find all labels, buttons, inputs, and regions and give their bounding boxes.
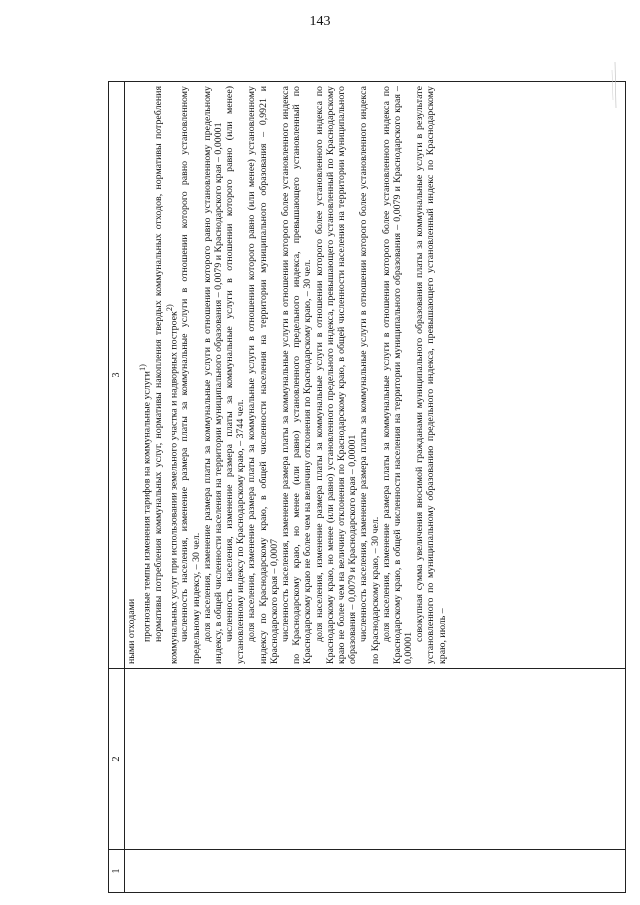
- footnote-mark: 2): [164, 304, 174, 312]
- cell-paragraph: численность населения, изменение размера платы за коммунальные услуги в отношении которого равно установленному предельному индексу, – 30 чел.: [179, 86, 202, 664]
- data-table: [108, 81, 626, 893]
- table-row: [125, 82, 625, 892]
- cell-paragraph: доля населения, изменение размера платы за коммунальные услуги в отношении которого равно установленному предельному индексу, в общей численности населения на территории муниципального образования – 0,0079 и Краснодарского края – 0,00001: [201, 86, 224, 664]
- cell-paragraph: численность населения, изменение размера платы за коммунальные услуги в отношении которого более установленного индекса по Краснодарскому краю, – 30 чел.: [358, 86, 381, 664]
- cell-paragraph: доля населения, изменение размера платы за коммунальные услуги в отношении которого равно (или менее) установленному индексу по Краснодарскому краю, в общей численности населения на территории муниципального образования – 0,9921 и Краснодарского края – 0,0007: [246, 86, 280, 664]
- table-cell-col3: [125, 82, 625, 668]
- table-cell-col2: [125, 668, 625, 849]
- column-header-3: 3: [111, 372, 122, 378]
- cell-paragraph: численность населения, изменение размера платы за коммунальные услуги в отношении которого более установленного индекса по Краснодарскому краю, но менее (или равно) установленного предельного индекса, превышающего установленный по Краснодарскому краю не более чем на величину отклонения по Краснодарскому краю, – 30 чел.: [280, 86, 314, 664]
- table-cell-col1: [125, 849, 625, 892]
- column-header-2: 2: [109, 668, 124, 849]
- footnote-mark: 1): [138, 364, 148, 372]
- cell-paragraph: численность населения, изменение размера платы за коммунальные услуги в отношении которого равно (или менее) установленному индексу по Краснодарскому краю, – 3744 чел.: [224, 86, 247, 664]
- scan-mark: [605, 60, 619, 110]
- cell-paragraph: ными отходами: [126, 598, 137, 664]
- column-header-1: 1: [109, 849, 124, 892]
- cell-paragraph: прогнозные темпы изменения тарифов на коммунальные услуги$^{1)}$: [138, 364, 153, 642]
- page-number: 143: [309, 14, 331, 29]
- cell-paragraph: совокупная сумма увеличения вносимой гражданами муниципального образования платы за коммунальные услуги в результате установленного по муниципальному образованию предельного индекса, превышающего установленный индекс по Краснодарскому краю, июль –: [414, 86, 448, 664]
- cell-paragraph: нормативы потребления коммунальных услуг, нормативы накопления твердых коммунальных отходов, нормативы потребления коммунальных услуг при использовании земельного участка и надворных построек$^{2)}$: [152, 86, 180, 664]
- table-header-row: [109, 82, 125, 892]
- cell-paragraph: доля населения, изменение размера платы за коммунальные услуги в отношении которого более установленного индекса по Краснодарскому краю, но менее (или равно) установленного предельного индекса, превышающего установленный по Краснодарскому краю не более чем на величину отклонения по Краснодарскому краю, в общей численности населения на территории муниципального образования – 0,0079 и Краснодарского края – 0,00001: [313, 86, 359, 664]
- cell-paragraph: доля населения, изменение размера платы за коммунальные услуги в отношении которого более установленного индекса по Краснодарскому краю, в общей численности населения на территории муниципального образования – 0,0079 и Краснодарского края – 0,00001: [380, 86, 415, 664]
